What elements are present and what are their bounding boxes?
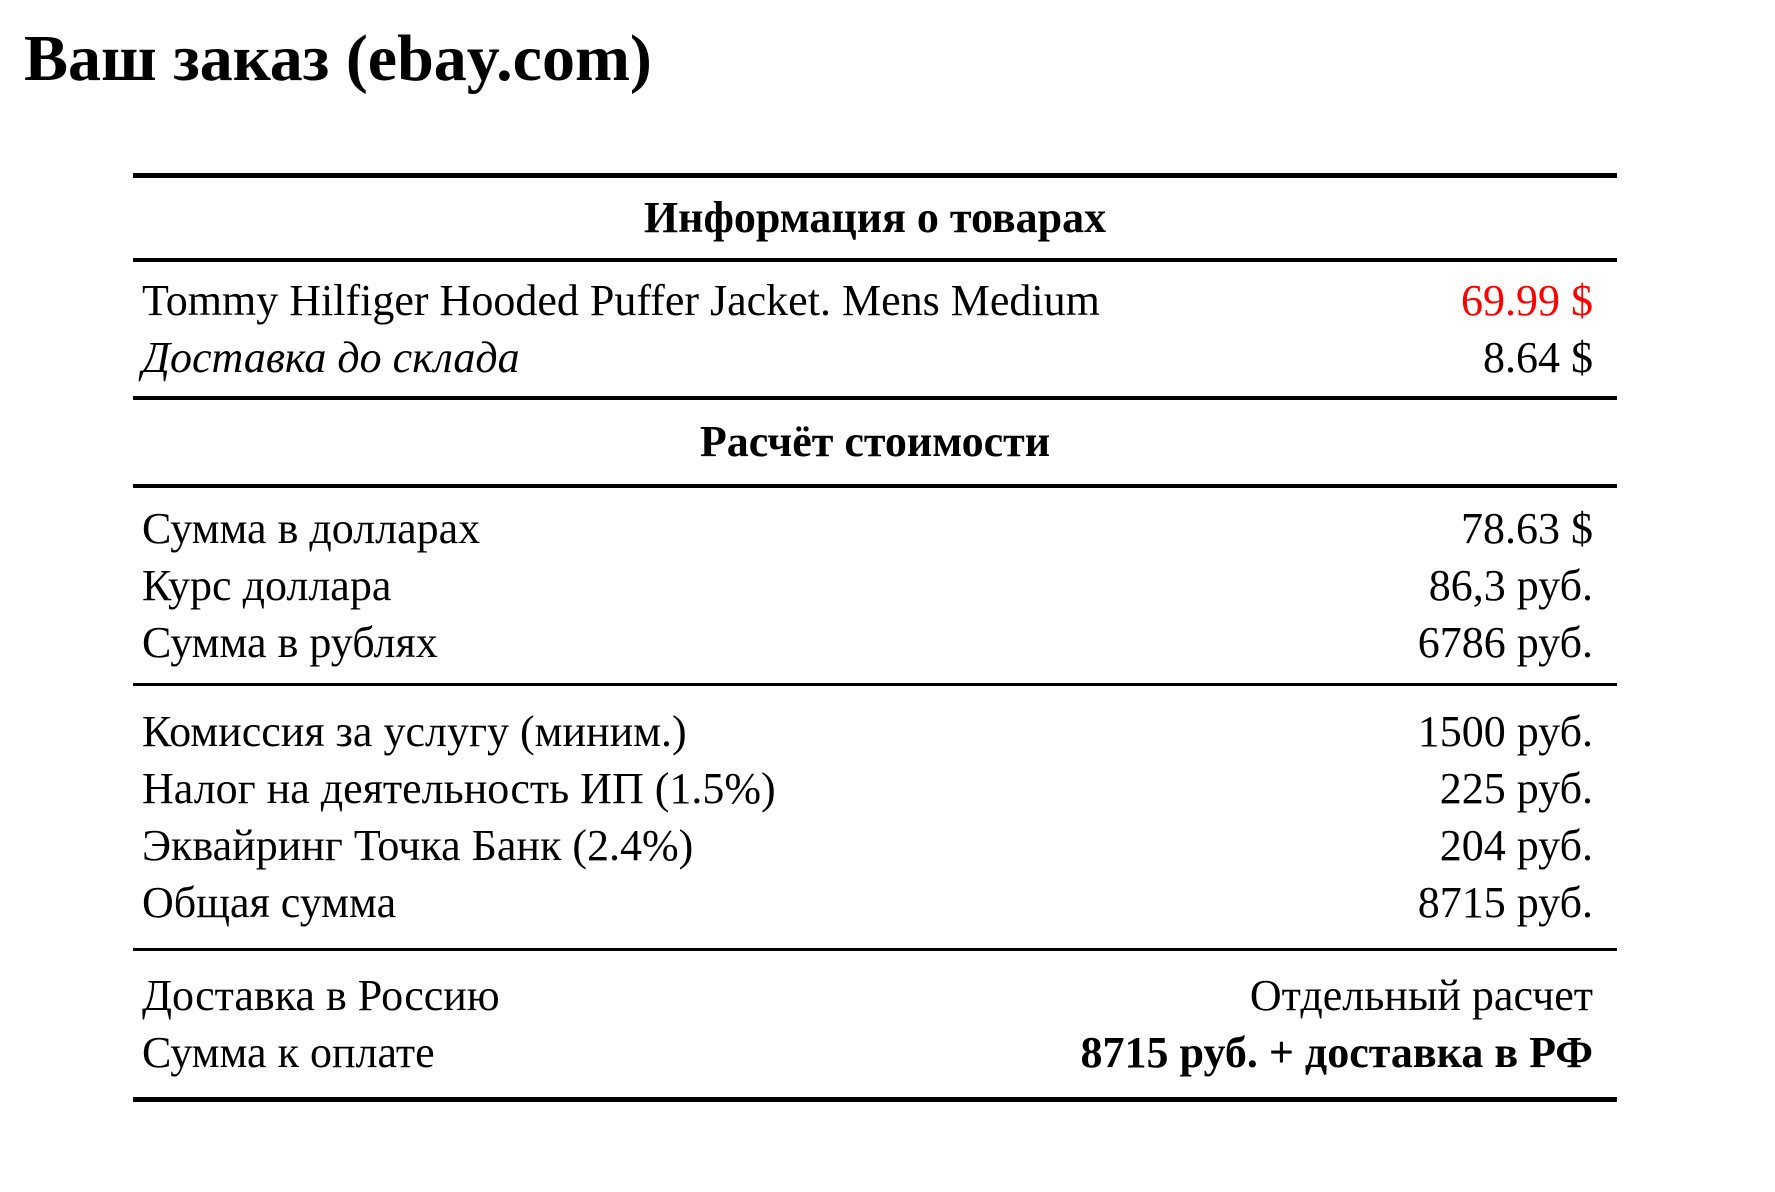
commission-label: Комиссия за услугу (миним.) xyxy=(142,707,687,756)
usd-rate-label: Курс доллара xyxy=(142,561,392,610)
products-section-header: Информация о товарах xyxy=(643,193,1107,242)
rub-sum-value: 6786 руб. xyxy=(1417,618,1593,667)
tax-label: Налог на деятельность ИП (1.5%) xyxy=(142,764,776,813)
table-row-warehouse-shipping xyxy=(133,329,1617,386)
calc-usd-rows xyxy=(133,488,1617,683)
calc-fees-rows xyxy=(133,686,1617,948)
usd-sum-value: 78.63 $ xyxy=(1461,504,1593,553)
table-row-usd-sum xyxy=(133,500,1617,557)
tax-value: 225 руб. xyxy=(1439,764,1593,813)
calc-section-header: Расчёт стоимости xyxy=(699,417,1051,466)
table-row-tax xyxy=(133,760,1617,817)
calc-final-rows xyxy=(133,951,1617,1097)
order-table xyxy=(133,173,1617,1102)
table-row-usd-rate xyxy=(133,557,1617,614)
usd-rate-value: 86,3 руб. xyxy=(1428,561,1593,610)
warehouse-shipping-price: 8.64 $ xyxy=(1483,333,1593,382)
table-row-rub-sum xyxy=(133,614,1617,671)
amount-due-value: 8715 руб. + доставка в РФ xyxy=(1080,1028,1593,1077)
table-row-acquiring xyxy=(133,817,1617,874)
commission-value: 1500 руб. xyxy=(1417,707,1593,756)
acquiring-label: Эквайринг Точка Банк (2.4%) xyxy=(142,821,694,870)
warehouse-shipping-label: Доставка до склада xyxy=(142,333,520,382)
table-row-product xyxy=(133,272,1617,329)
table-row-russia-shipping xyxy=(133,967,1617,1024)
amount-due-label: Сумма к оплате xyxy=(142,1028,435,1077)
table-row-commission xyxy=(133,703,1617,760)
products-rows xyxy=(133,262,1617,396)
acquiring-value: 204 руб. xyxy=(1439,821,1593,870)
product-price: 69.99 $ xyxy=(1461,276,1593,325)
russia-shipping-value: Отдельный расчет xyxy=(1249,971,1593,1020)
table-row-total xyxy=(133,874,1617,931)
rub-sum-label: Сумма в рублях xyxy=(142,618,438,667)
page-title: Ваш заказ (ebay.com) xyxy=(24,22,652,95)
product-name: Tommy Hilfiger Hooded Puffer Jacket. Mens Medium xyxy=(142,276,1100,325)
table-bottom-rule xyxy=(133,1097,1617,1102)
usd-sum-label: Сумма в долларах xyxy=(142,504,481,553)
total-value: 8715 руб. xyxy=(1417,878,1593,927)
total-label: Общая сумма xyxy=(142,878,397,927)
russia-shipping-label: Доставка в Россию xyxy=(142,971,500,1020)
table-row-amount-due xyxy=(133,1024,1617,1081)
